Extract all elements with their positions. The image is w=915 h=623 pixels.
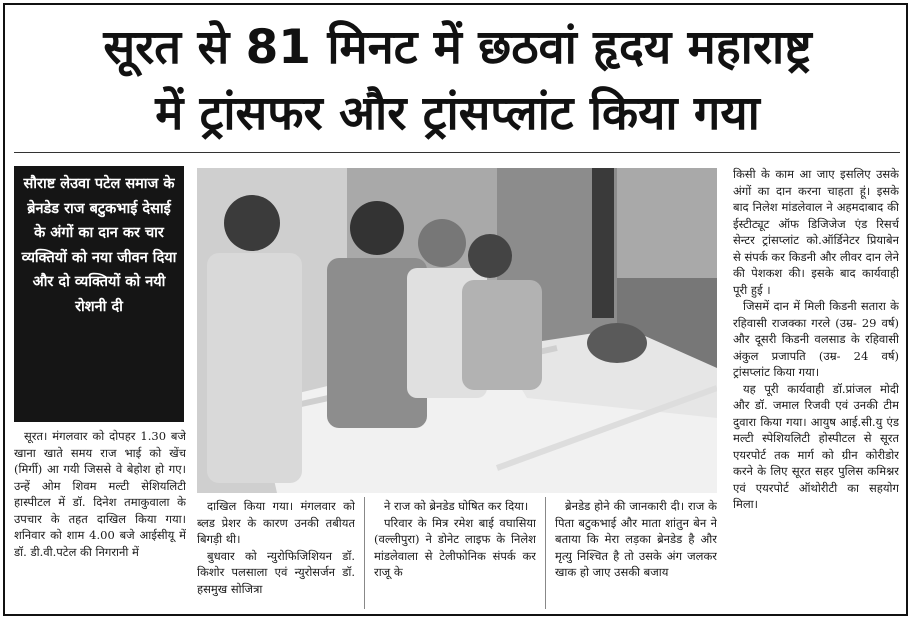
column-2-para-1: दाखिल किया गया। मंगलवार को ब्लड प्रेशर के कारण उनकी तबीयत बिगड़ी थी। (197, 499, 355, 546)
headline-rule (14, 152, 900, 153)
column-separator (364, 497, 365, 609)
article-column-3 (374, 498, 536, 613)
column-2-para-2: बुधवार को न्युरोफिजिशियन डॉ. किशोर पलसाला एवं न्युरोसर्जन डॉ. हसमुख सोजित्रा (197, 548, 355, 596)
highlight-box: सौराष्ट लेउवा पटेल समाज के ब्रेनडेड राज बटुकभाई देसाई के अंगों का दान कर चार व्यक्तियों को नया जीवन दिया और दो व्यक्तियों को नयी रोशनी दी (14, 166, 184, 422)
hospital-scene-illustration (197, 168, 717, 493)
headline-line-2: में ट्रांसफर और ट्रांसप्लांट किया गया (155, 86, 760, 141)
column-5-para-2: जिसमें दान में मिली किडनी सतारा के रहिवासी राजक्का गरले (उम्र- 29 वर्ष) और दूसरी किडनी वलसाड के रहिवासी अंकुल प्रजापति (उम्र- 24 वर्ष) ट्रांसप्लांट किया गया। (733, 299, 899, 379)
article-column-4 (555, 498, 717, 613)
column-separator (545, 497, 546, 609)
column-4-text: ब्रेनडेड होने की जानकारी दी। राज के पिता बटुकभाई और माता शांतुन बेन ने बताया कि मेरा लड़का ब्रेनडेड है और मृत्यु निश्चित है तो उसके अंग जलकर खाक हो जाए उसकी बजाय (555, 499, 717, 579)
column-3-para-2: परिवार के मित्र रमेश बाई वघासिया (वल्लीपुरा) ने डोनेट लाइफ के निलेश मांडलेवाला से टेलीफोनिक संपर्क कर राजू के (374, 515, 536, 579)
headline-line-1: सूरत से 81 मिनट में छठवां हृदय महाराष्ट्र (103, 20, 812, 75)
article-column-5 (733, 166, 899, 613)
column-5-para-3: यह पूरी कार्यवाही डॉ.प्रांजल मोदी और डॉ. जमाल रिजवी एवं उनकी टीम दुवारा किया गया। आयुष आई.सी.यु एंड मल्टी स्पेशियलिटी होस्पीटल से सूरत एयरपोर्ट तक मार्ग को ग्रीन कोरीडोर करने के लिए सूरत सहर पुलिस कमिश्नर एवं एयरपोर्ट ऑथोरीटी का सहयोग मिला। (733, 381, 899, 511)
column-5-para-1: किसी के काम आ जाए इसलिए उसके अंगों का दान करना चाहता हूं। इसके बाद निलेश मांडलेवाल ने अहमदाबाद की ईस्टीट्यूट ऑफ डिजिजेज एंड रिसर्च सेन्टर ट्रांसप्लांट को.ऑर्डिनेटर प्रियाबेन से संपर्क कर किडनी और लीवर दान लेने की पेशकश की। इसके बाद कार्यवाही पूरी हुई । (733, 167, 899, 297)
article-column-1 (14, 428, 186, 612)
news-photo (197, 168, 717, 493)
article-column-2 (197, 498, 355, 613)
column-1-text: सूरत। मंगलवार को दोपहर 1.30 बजे खाना खाते समय राज भाई को खेंच (मिर्गी) आ गयी जिससे वे बेहोश हो गए। उन्हें ओम शिवम मल्टी सेशियलिटी हास्पीटल में डॉ. दिनेश तमाकुवाला के उपचार के तहत दाखिल किया गया। शनिवार को शाम 4.00 बजे आईसीयू में डॉ. डी.वी.पटेल की निगरानी में (14, 429, 186, 559)
column-3-para-1: ने राज को ब्रेनडेड घोषित कर दिया। (384, 499, 529, 513)
